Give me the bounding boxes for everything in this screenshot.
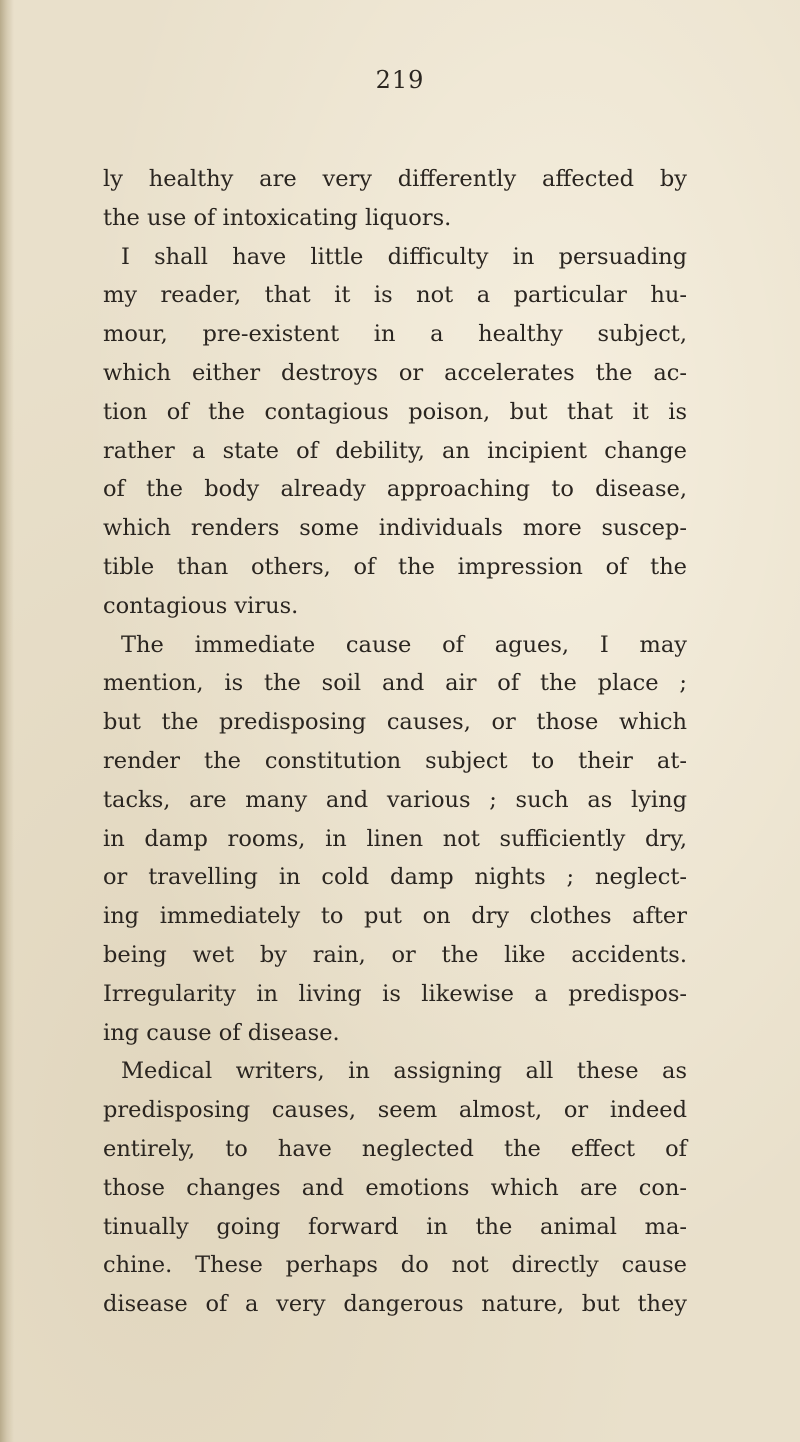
- text-line: the use of intoxicating liquors.: [103, 204, 452, 231]
- page-gutter-shadow: [0, 0, 14, 1442]
- text-line: tible than others, of the impression of the: [103, 553, 687, 580]
- text-line: those changes and emotions which are con-: [103, 1174, 687, 1201]
- text-line: predisposing causes, seem almost, or indeed: [103, 1097, 687, 1124]
- text-line: rather a state of debility, an incipient change: [103, 437, 687, 464]
- text-line: in damp rooms, in linen not sufficiently dry,: [103, 825, 687, 852]
- text-line: or travelling in cold damp nights ; neglect-: [103, 864, 687, 891]
- text-line: entirely, to have neglected the effect of: [103, 1135, 687, 1162]
- text-line: tion of the contagious poison, but that it is: [103, 398, 687, 425]
- text-line: ing cause of disease.: [103, 1019, 340, 1046]
- text-line: ly healthy are very differently affected by: [103, 166, 687, 192]
- text-line: I shall have little difficulty in persuading: [121, 243, 687, 270]
- text-line: Medical writers, in assigning all these as: [121, 1058, 687, 1085]
- text-line: but the predisposing causes, or those which: [103, 709, 687, 736]
- text-line: mention, is the soil and air of the place ;: [103, 670, 687, 697]
- text-line: The immediate cause of agues, I may: [121, 631, 687, 658]
- text-line: chine. These perhaps do not directly cause: [103, 1252, 687, 1279]
- text-line: of the body already approaching to disease,: [103, 476, 687, 503]
- text-line: mour, pre-existent in a healthy subject,: [103, 321, 687, 348]
- text-line: contagious virus.: [103, 592, 299, 619]
- text-line: which either destroys or accelerates the ac-: [103, 359, 687, 386]
- text-line: which renders some individuals more suscep-: [103, 515, 687, 542]
- text-line: ing immediately to put on dry clothes after: [103, 903, 687, 930]
- text-line: Irregularity in living is likewise a predispos-: [103, 980, 687, 1007]
- text-line: being wet by rain, or the like accidents.: [103, 941, 687, 968]
- text-line: my reader, that it is not a particular hu-: [103, 282, 687, 309]
- text-line: tinually going forward in the animal ma-: [103, 1213, 687, 1240]
- page-number: 219: [375, 66, 425, 94]
- text-line: tacks, are many and various ; such as lying: [103, 786, 687, 813]
- body-text: [103, 160, 687, 1324]
- text-line: disease of a very dangerous nature, but they: [103, 1291, 687, 1318]
- text-line: render the constitution subject to their at-: [103, 747, 687, 774]
